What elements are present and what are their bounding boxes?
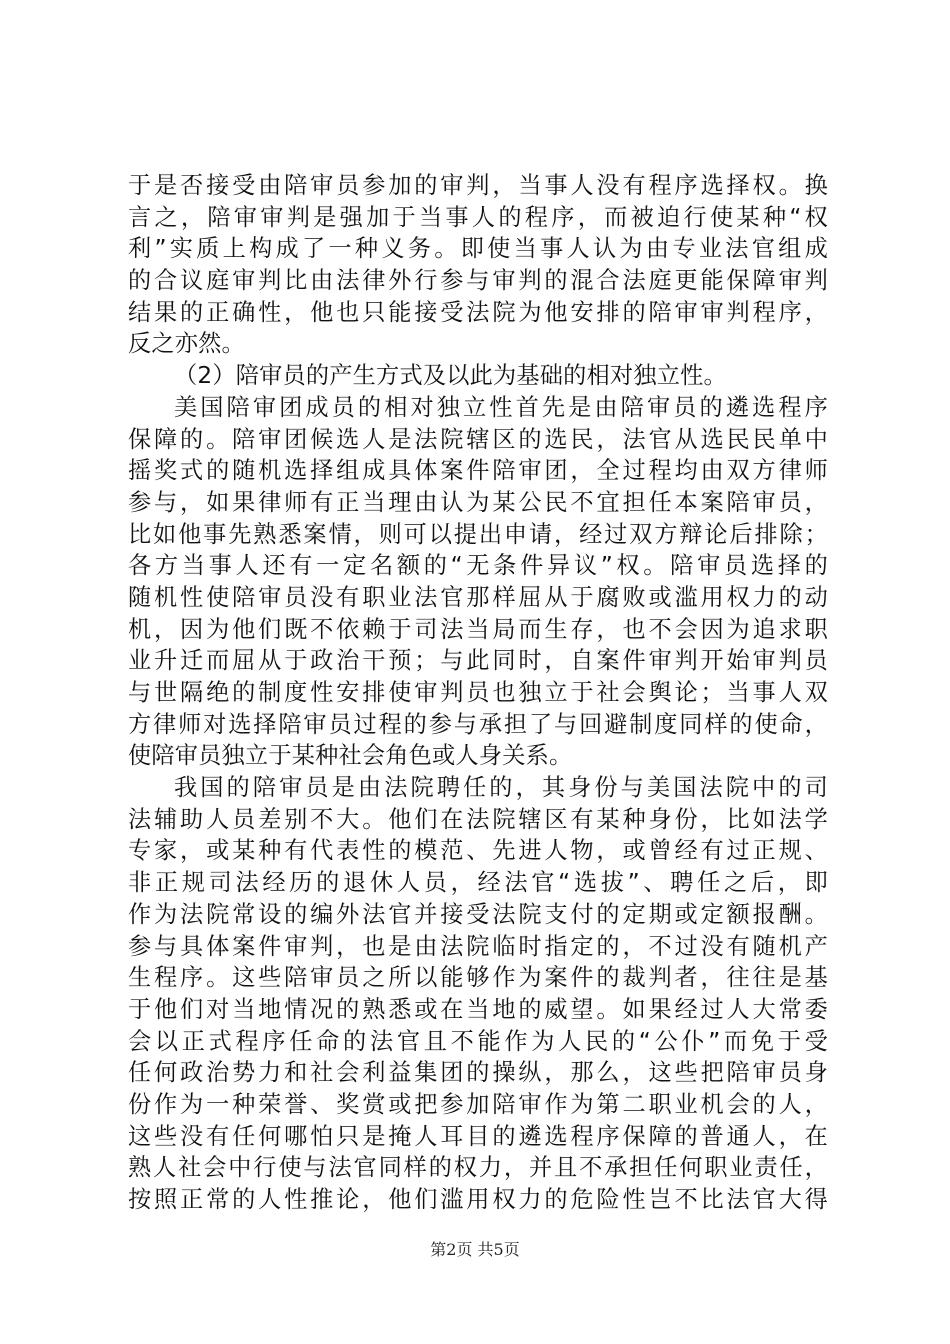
text-line: 利”实质上构成了一种义务。即使当事人认为由专业法官组成 — [128, 235, 828, 263]
text-line: 我国的陪审员是由法院聘任的，其身份与美国法院中的司 — [174, 774, 828, 802]
text-line: 方律师对选择陪审员过程的参与承担了与回避制度同样的使命， — [128, 710, 828, 738]
text-line: 各方当事人还有一定名额的“无条件异议”权。陪审员选择的 — [128, 552, 828, 580]
text-line: 参与，如果律师有正当理由认为某公民不宜担任本案陪审员， — [128, 488, 828, 516]
text-line: 非正规司法经历的退休人员，经法官“选拔”、聘任之后，即 — [128, 869, 828, 897]
text-line: 与世隔绝的制度性安排使审判员也独立于社会舆论；当事人双 — [128, 679, 828, 706]
page-number-footer: 第2页 共5页 — [430, 1240, 520, 1259]
text-line: 言之，陪审审判是强加于当事人的程序，而被迫行使某种“权 — [128, 203, 828, 231]
text-line: 反之亦然。 — [128, 330, 245, 358]
text-line: 于他们对当地情况的熟悉或在当地的威望。如果经过人大常委 — [128, 995, 828, 1023]
text-line: 会以正式程序任命的法官且不能作为人民的“公仆”而免于受 — [128, 1027, 828, 1055]
text-line: 任何政治势力和社会利益集团的操纵，那么，这些把陪审员身 — [128, 1059, 828, 1087]
text-line: 法辅助人员差别不大。他们在法院辖区有某种身份，比如法学 — [128, 805, 828, 833]
text-line: 比如他事先熟悉案情，则可以提出申请，经过双方辩论后排除； — [128, 520, 828, 548]
text-line: 熟人社会中行使与法官同样的权力，并且不承担任何职业责任， — [128, 1154, 828, 1182]
text-line: 按照正常的人性推论，他们滥用权力的危险性岂不比法官大得 — [128, 1186, 828, 1213]
section-heading: （2）陪审员的产生方式及以此为基础的相对独立性。 — [174, 362, 727, 390]
document-body — [128, 170, 828, 1216]
text-line: 份作为一种荣誉、奖赏或把参加陪审作为第二职业机会的人， — [128, 1090, 828, 1118]
text-line: 使陪审员独立于某种社会角色或人身关系。 — [128, 742, 573, 770]
text-line: 保障的。陪审团候选人是法院辖区的选民，法官从选民民单中 — [128, 425, 828, 453]
text-line: 这些没有任何哪怕只是掩人耳目的遴选程序保障的普通人，在 — [128, 1122, 828, 1150]
text-line: 作为法院常设的编外法官并接受法院支付的定期或定额报酬。 — [128, 900, 828, 928]
text-line: 生程序。这些陪审员之所以能够作为案件的裁判者，往往是基 — [128, 964, 828, 992]
text-line: 参与具体案件审判，也是由法院临时指定的，不过没有随机产 — [128, 932, 828, 960]
text-line: 美国陪审团成员的相对独立性首先是由陪审员的遴选程序 — [174, 393, 828, 421]
text-line: 随机性使陪审员没有职业法官那样屈从于腐败或滥用权力的动 — [128, 583, 828, 611]
text-line: 机，因为他们既不依赖于司法当局而生存，也不会因为追求职 — [128, 615, 828, 643]
text-line: 结果的正确性，他也只能接受法院为他安排的陪审审判程序， — [128, 298, 828, 326]
text-line: 于是否接受由陪审员参加的审判，当事人没有程序选择权。换 — [128, 172, 828, 199]
text-line: 摇奖式的随机选择组成具体案件陪审团，全过程均由双方律师 — [128, 457, 828, 485]
text-line: 的合议庭审判比由法律外行参与审判的混合法庭更能保障审判 — [128, 267, 828, 295]
text-line: 业升迁而屈从于政治干预；与此同时，自案件审判开始审判员 — [128, 647, 828, 675]
text-line: 专家，或某种有代表性的模范、先进人物，或曾经有过正规、 — [128, 837, 828, 865]
